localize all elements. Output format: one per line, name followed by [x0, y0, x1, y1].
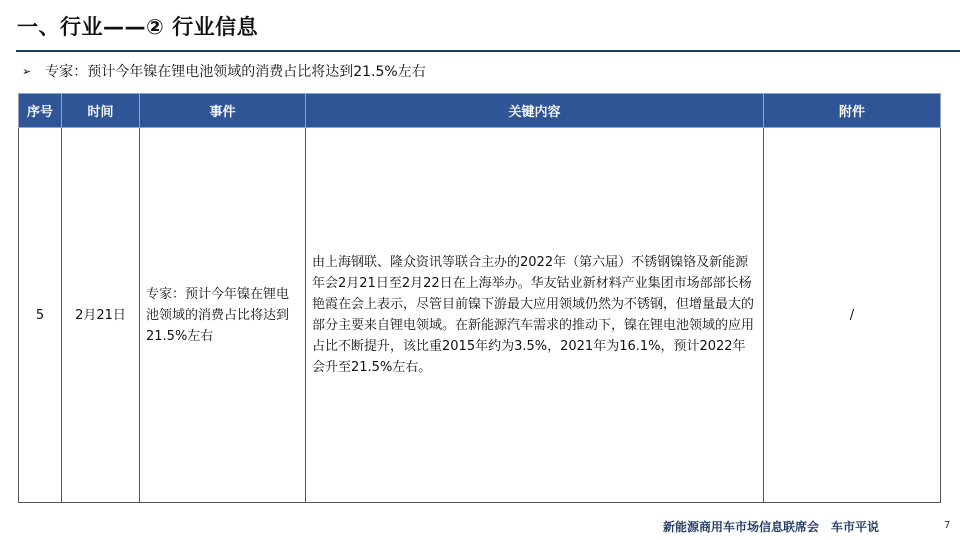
- bullet-text: 专家：预计今年镍在锂电池领域的消费占比将达到21.5%左右: [45, 64, 426, 80]
- cell-attachment: /: [764, 128, 941, 503]
- cell-index: 5: [19, 128, 62, 503]
- title-divider: [16, 50, 960, 52]
- cell-content: 由上海钢联、隆众资讯等联合主办的2022年（第六届）不锈钢镍铬及新能源年会2月21日至2月22日在上海举办。华友钴业新材料产业集团市场部部长杨艳霞在会上表示，尽管目前镍下游最大应用领域仍然为不锈钢，但增量最大的部分主要来自锂电领域。在新能源汽车需求的推动下，镍在锂电池领域的应用占比不断提升，该比重2015年约为3.5%，2021年为16.1%，预计2022年会升至21.5%左右。: [306, 128, 764, 503]
- bullet-point: [22, 61, 426, 81]
- cell-date: 2月21日: [62, 128, 140, 503]
- column-header-event: 事件: [140, 94, 306, 128]
- column-header-attachment: 附件: [764, 94, 941, 128]
- events-table: [18, 93, 941, 503]
- table-header-row: [19, 94, 941, 128]
- arrow-bullet-icon: ➢: [22, 64, 32, 78]
- column-header-content: 关键内容: [306, 94, 764, 128]
- footer-organization: 新能源商用车市场信息联席会 车市平说: [663, 520, 880, 534]
- page-title: 一、行业——② 行业信息: [17, 15, 259, 39]
- page-number: 7: [944, 520, 951, 531]
- table-row: [19, 128, 941, 503]
- column-header-date: 时间: [62, 94, 140, 128]
- column-header-index: 序号: [19, 94, 62, 128]
- cell-event: 专家：预计今年镍在锂电池领域的消费占比将达到21.5%左右: [140, 128, 306, 503]
